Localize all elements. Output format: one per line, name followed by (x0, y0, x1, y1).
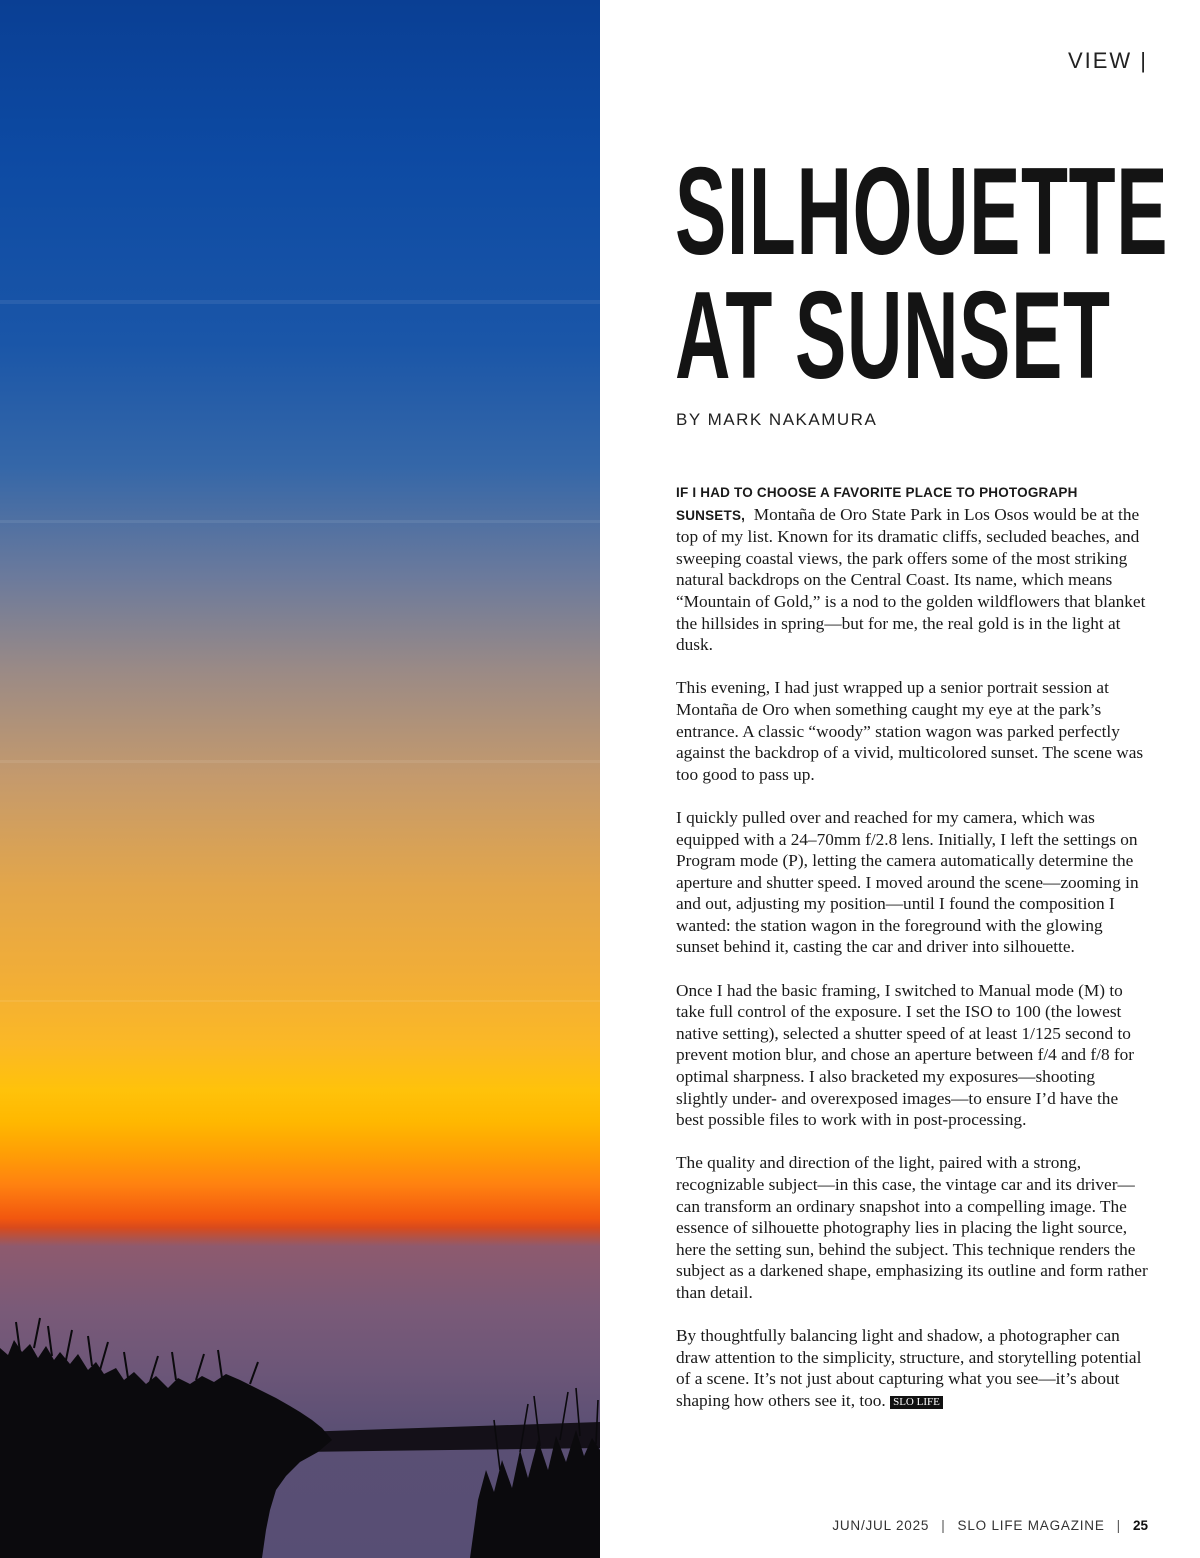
paragraph (676, 1325, 1150, 1411)
article-headline (675, 143, 1169, 405)
issue-date: JUN/JUL 2025 (832, 1518, 930, 1533)
page-footer (832, 1518, 1148, 1533)
headline-line-1: SILHOUETTE (675, 143, 1169, 281)
paragraph: I quickly pulled over and reached for my camera, which was equipped with a 24–70mm f/2.8 lens. Initially, I left the settings on Program mode (P), letting the camera automatically determine the aperture and shutter speed. I moved around the scene—zooming in and out, adjusting my position—until I found the composition I wanted: the station wagon in the foreground with the glowing sunset behind it, casting the car and driver into silhouette. (676, 807, 1139, 957)
headline-line-2: AT SUNSET (675, 267, 1111, 405)
footer-separator: | (941, 1518, 946, 1533)
paragraph: Once I had the basic framing, I switched to Manual mode (M) to take full control of the exposure. I set the ISO to 100 (the lowest native setting), selected a shutter speed of at least 1/125 second to prevent motion blur, and chose an aperture between f/4 and f/8 for optimal sharpness. I also bracketed my exposures—shooting slightly under- and overexposed images—to ensure I’d have the best possible files to work with in post-processing. (676, 980, 1135, 1130)
page-number: 25 (1132, 1518, 1148, 1533)
end-mark: SLO LIFE (890, 1396, 943, 1409)
byline: BY MARK NAKAMURA (676, 410, 878, 429)
footer-separator: | (1116, 1518, 1121, 1533)
paragraph: This evening, I had just wrapped up a senior portrait session at Montaña de Oro when something caught my eye at the park’s entrance. A classic “woody” station wagon was parked perfectly against the backdrop of a vivid, multicolored sunset. The scene was too good to pass up. (676, 678, 1144, 784)
paragraph-text: By thoughtfully balancing light and shadow, a photographer can draw attention to the simplicity, structure, and storytelling potential of a scene. It’s not just about capturing what you see—it’s about shaping how others see it, too. (676, 1326, 1142, 1410)
paragraph: The quality and direction of the light, paired with a strong, recognizable subject—in this case, the vintage car and its driver—can transform an ordinary snapshot into a compelling image. The essence of silhouette photography lies in placing the light source, here the setting sun, behind the subject. This technique renders the subject as a darkened shape, emphasizing its outline and form rather than detail. (676, 1153, 1148, 1302)
lead-in: IF I HAD TO CHOOSE A FAVORITE PLACE TO PHOTOGRAPH SUNSETS, (676, 485, 1078, 523)
section-label: VIEW | (1067, 48, 1148, 73)
paragraph-text: Montaña de Oro State Park in Los Osos would be at the top of my list. Known for its dramatic cliffs, secluded beaches, and sweeping coastal views, the park offers some of the most striking natural backdrops on the Central Coast. Its name, which means “Mountain of Gold,” is a nod to the golden wildflowers that blanket the hillsides in spring—but for me, the real gold is in the light at dusk. (676, 504, 1146, 655)
paragraph (676, 481, 1150, 656)
article-body (676, 481, 1150, 1433)
magazine-name: SLO LIFE MAGAZINE (957, 1518, 1105, 1533)
